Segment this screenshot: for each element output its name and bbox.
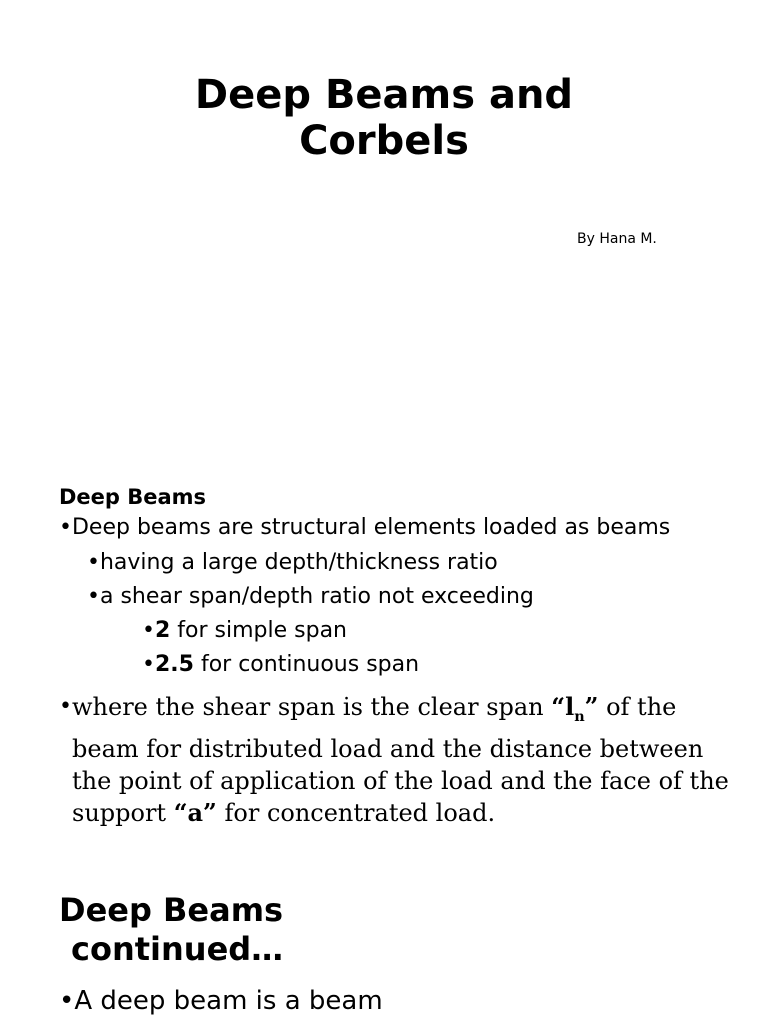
section-heading-deep-beams: Deep Beams (59, 485, 207, 509)
section-heading-continued (59, 891, 283, 969)
bullet-bold-value: 2.5 (154, 652, 194, 677)
bullet-icon: • (59, 515, 72, 540)
slide-title-line-1: Deep Beams and (194, 72, 574, 118)
sub-bullet-item (87, 583, 534, 611)
sub-bullet-item (87, 549, 498, 577)
bullet-icon: • (87, 550, 100, 575)
bullet-text: having a large depth/thickness ratio (99, 550, 498, 575)
bullet-icon: • (59, 986, 75, 1016)
bullet-icon: • (142, 618, 155, 643)
definition-line-3: the point of application of the load and the face of the (72, 766, 729, 795)
ln-symbol (551, 692, 599, 725)
definition-text-segment: for concentrated load. (216, 798, 496, 827)
heading-line-2: continued… (71, 930, 284, 968)
a-symbol: “a” (173, 797, 217, 827)
bullet-text: Deep beams are structural elements loaded as beams (71, 515, 671, 540)
sub-sub-bullet-item (142, 617, 347, 645)
definition-text-segment: where the shear span is the clear span (72, 693, 552, 721)
definition-line-1 (72, 691, 719, 733)
definition-text-segment: support (72, 798, 174, 827)
bullet-icon: • (87, 584, 100, 609)
definition-line-4 (72, 797, 719, 829)
author-byline: By Hana M. (577, 231, 657, 247)
bullet-item (59, 984, 383, 1018)
bullet-icon: • (142, 652, 155, 677)
shear-span-definition (59, 691, 729, 829)
bullet-text: a shear span/depth ratio not exceeding (99, 584, 534, 609)
slide-title-line-2: Corbels (299, 118, 469, 164)
definition-text (72, 691, 729, 829)
bullet-icon: • (59, 694, 72, 719)
bullet-text: for simple span (170, 618, 347, 643)
slide-title (0, 72, 768, 164)
ln-close: ” (584, 692, 599, 721)
definition-line-2: beam for distributed load and the distance between (72, 734, 704, 763)
bullet-bold-value: 2 (154, 618, 171, 643)
bullet-text: for continuous span (193, 652, 420, 677)
heading-line-1: Deep Beams (59, 891, 284, 929)
sub-sub-bullet-item (142, 651, 419, 679)
ln-open: “l (551, 692, 575, 721)
bullet-text: A deep beam is a beam (74, 986, 383, 1016)
bullet-item (59, 514, 670, 542)
ln-subscript: n (574, 707, 585, 725)
definition-text-segment: of the (598, 693, 677, 721)
